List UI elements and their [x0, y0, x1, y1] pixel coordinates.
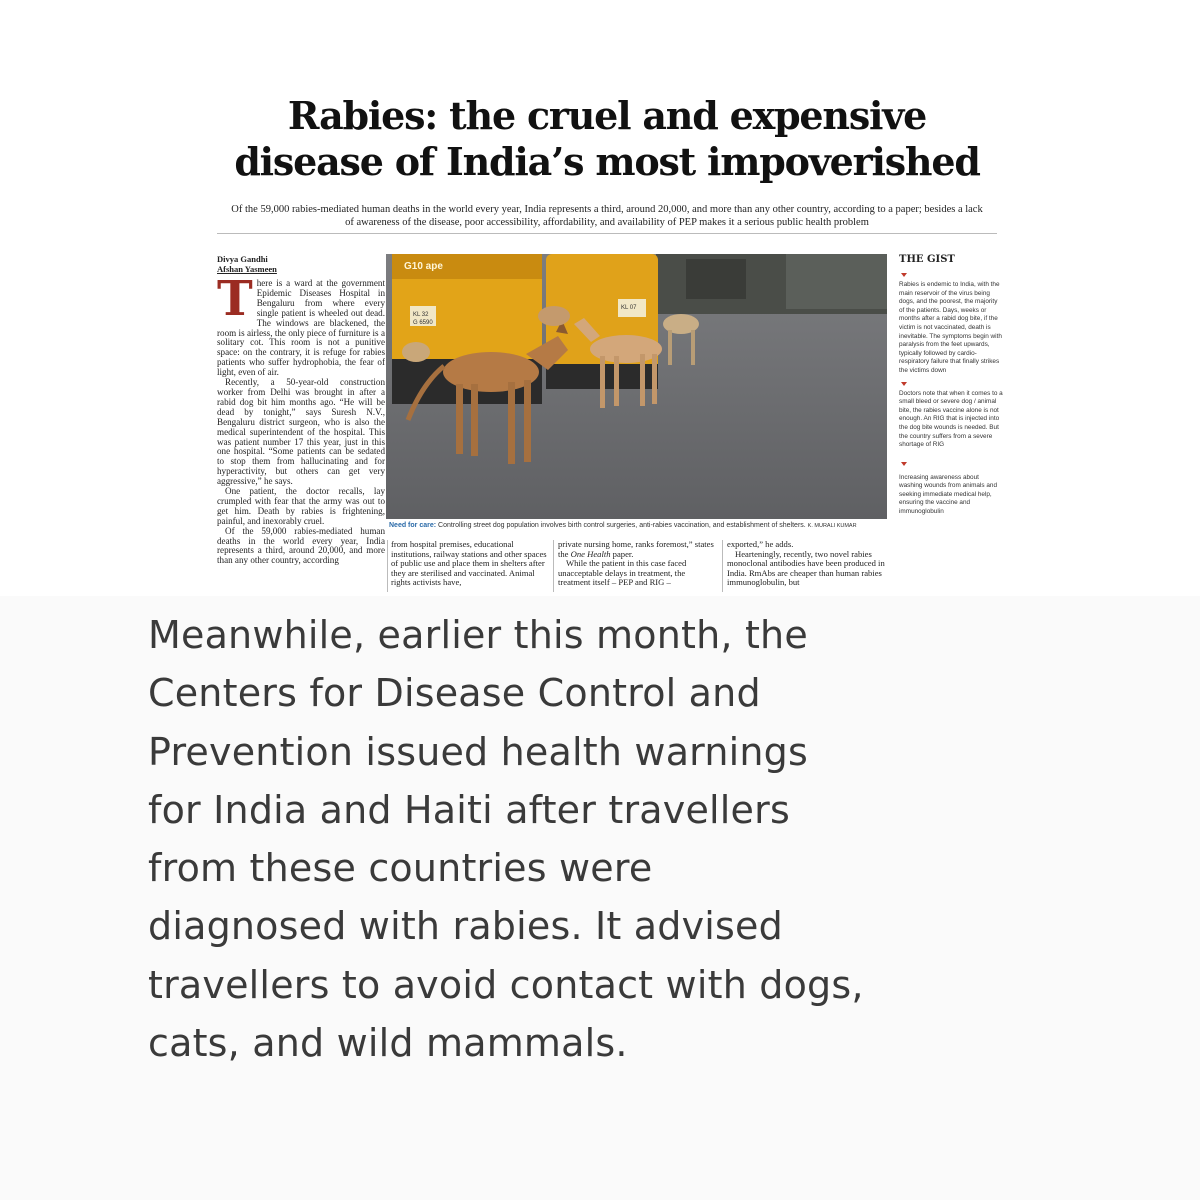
paragraph-2: Recently, a 50-year-old construction worker from Delhi was brought in after a rabid dog bit him months ago. “He will be dead by tonight,” says Suresh N.V., Bengaluru district surgeon, who is also the medical superintendent of the hospital. This was patient number 17 this year, just in this one hospital. “Some patients can be sedated to stop them from hallucinating and for hyperactivity, but others can get very aggressive,” he says. — [217, 377, 385, 487]
gist-point-3: Increasing awareness about washing wounds from animals and seeking immediate medical help, ensuring the vaccine and immunoglobulin — [899, 473, 998, 516]
caption-lead: Need for care: — [389, 522, 437, 529]
divider — [217, 233, 997, 234]
triangle-down-icon — [901, 462, 907, 466]
column-3-text — [558, 540, 718, 559]
article-column-2 — [391, 540, 551, 592]
quote-line-5: from these countries were — [148, 846, 653, 891]
column-4-text-2: Hearteningly, recently, two novel rabies monoclonal antibodies have been produced in India. RmAbs are cheaper than human rabies immunoglobulin, but — [727, 548, 885, 587]
author-2: Afshan Yasmeen — [217, 264, 277, 274]
article-byline — [217, 254, 277, 274]
triangle-down-icon — [901, 382, 907, 386]
column-rule — [722, 540, 723, 592]
column-2-text: from hospital premises, educational institutions, railway stations and other spaces of public use and place them in shelters after they are sterilised and vaccinated. Animal rights activists have, — [391, 540, 547, 587]
bus-sign: G10 ape — [404, 261, 443, 272]
gist-title: THE GIST — [899, 254, 955, 265]
the-gist-box — [899, 254, 1003, 593]
gist-point-2: Doctors note that when it comes to a small bleed or severe dog / animal bite, the rabies vaccine alone is not enough. An RIG that is injected into the dog bite wounds is needed. But the country suffers from a severe shortage of RIG — [899, 389, 1003, 449]
number-plate-left-2: G 6590 — [413, 320, 433, 326]
article-standfirst: Of the 59,000 rabies-mediated human deaths in the world every year, India represents a third, around 20,000, and more than any other country, according to a paper; besides a lack of awareness of the disease, poor accessibility, affordability, and availability of PEP makes it a serious public health problem — [231, 204, 983, 228]
street-dogs-photo — [386, 254, 887, 519]
article-column-3 — [558, 540, 718, 592]
author-1: Divya Gandhi — [217, 254, 268, 264]
photo-illustration — [386, 254, 887, 519]
article-column-1 — [217, 279, 385, 587]
quote-line-1: Meanwhile, earlier this month, the — [148, 613, 808, 657]
column-3-emphasis: One Health — [570, 548, 611, 559]
column-3-text-2: While the patient in this case faced unacceptable delays in treatment, the treatment itself – PEP and RIG – — [558, 558, 687, 587]
caption-credit: K. MURALI KUMAR — [807, 523, 857, 529]
paragraph-1: here is a ward at the government Epidemic Diseases Hospital in Bengaluru from where every single patient is wheeled out dead. The windows are blackened, the room is airless, the only piece of furniture is a solitary cot. This room is not a punitive space: on the contrary, it is refuge for rabies patients who suffer hydrophobia, the fear of light, even of air. — [217, 279, 385, 378]
quote-line-8: cats, and wild mammals. — [148, 1021, 628, 1066]
column-4-text: exported,” he adds. — [727, 540, 794, 549]
triangle-down-icon — [901, 273, 907, 277]
quote-line-3: Prevention issued health warnings — [148, 729, 808, 774]
gist-point-1: Rabies is endemic to India, with the main reservoir of the virus being dogs, and the poorest, the majority of the patients. Days, weeks or months after a rabid dog bite, if the victim is not vaccinated, death is inevitable. The symptoms begin with paralysis from the feet upwards, typically followed by cardio-respiratory failure that finally strikes the victims down — [899, 281, 1002, 374]
column-3-part-a: private nursing home, ranks foremost,” states the — [558, 540, 714, 559]
article-column-4 — [727, 540, 887, 592]
headline-line-1: Rabies: the cruel and expensive — [287, 93, 927, 138]
number-plate-right: KL 07 — [621, 305, 637, 311]
headline-line-2: disease of India’s most impoverished — [234, 139, 980, 184]
quote-line-4: for India and Haiti after travellers — [148, 787, 790, 832]
column-rule — [553, 540, 554, 592]
newspaper-clipping — [207, 91, 1007, 593]
article-headline — [207, 93, 1007, 185]
photo-caption — [389, 521, 889, 531]
drop-cap: T — [217, 279, 253, 327]
column-3-part-b: paper. — [610, 548, 634, 559]
number-plate-left: KL 32 — [413, 312, 429, 318]
caption-text: Controlling street dog population involves birth control surgeries, anti-rabies vaccination, and establishment of shelters. — [436, 522, 808, 529]
quote-line-2: Centers for Disease Control and — [148, 671, 761, 716]
quote-line-7: travellers to avoid contact with dogs, — [148, 962, 864, 1007]
paragraph-3: One patient, the doctor recalls, lay crumpled with fear that the army was out to get him. Death by rabies is frightening, painful, and inexorably cruel. — [217, 486, 385, 526]
paragraph-4: Of the 59,000 rabies-mediated human deaths in the world every year, India represents a third, around 20,000, and more than any other country, according — [217, 525, 385, 566]
quote-line-6: diagnosed with rabies. It advised — [148, 904, 783, 949]
quote-text — [148, 606, 1148, 1072]
column-rule — [387, 540, 388, 592]
